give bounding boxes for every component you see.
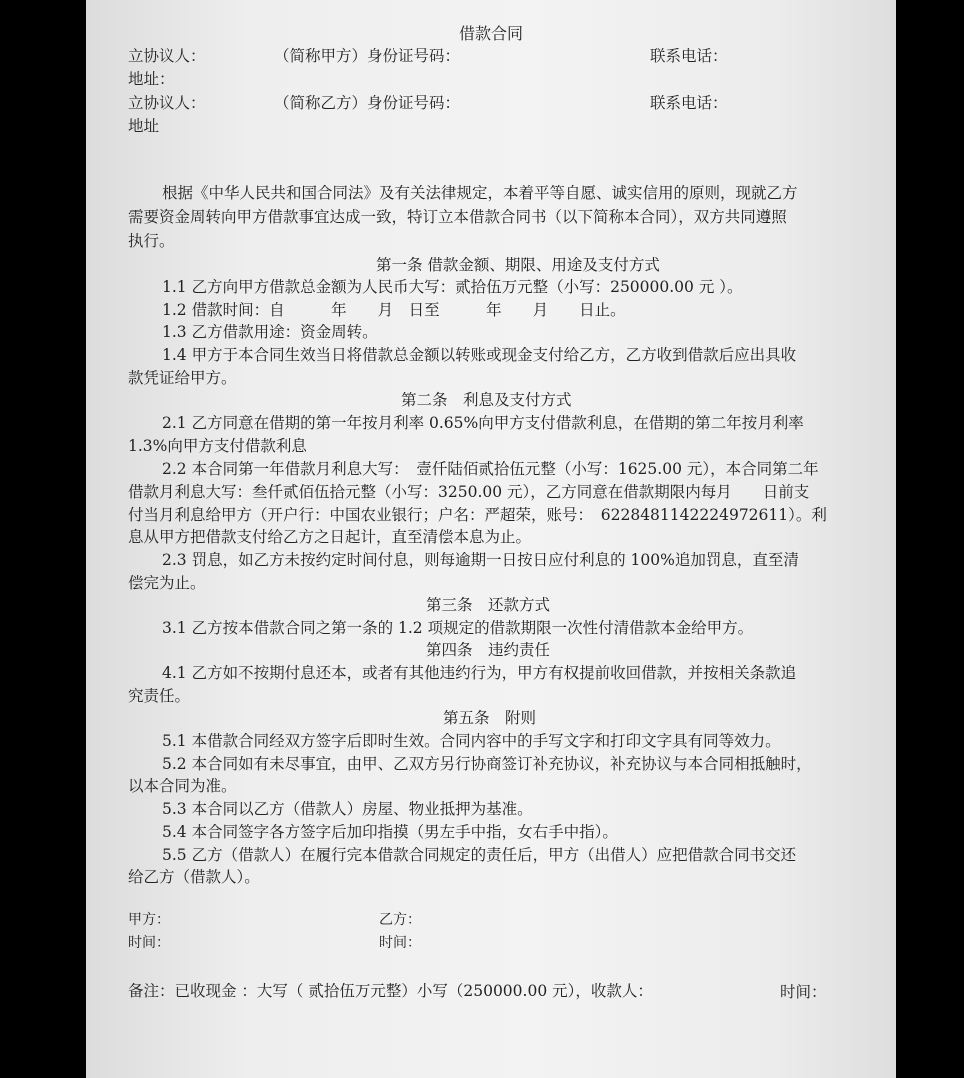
clause-2-2: 2.2 本合同第一年借款月利息大写： 壹仟陆佰贰拾伍元整（小写：1625.00 元），本合同第二年: [162, 460, 819, 478]
clause-5-5-cont: 给乙方（借款人）。: [128, 868, 260, 886]
article-3-heading: 第三条 还款方式: [426, 596, 551, 614]
clause-2-2-cont: 息从甲方把借款支付给乙方之日起计，直至清偿本息为止。: [128, 528, 532, 546]
article-1-heading: 第一条 借款金额、期限、用途及支付方式: [376, 256, 660, 274]
remark-line: 备注：已收现金 ：大写（ 贰拾伍万元整）小写（250000.00 元），收款人：: [128, 982, 653, 1000]
article-4-heading: 第四条 违约责任: [426, 641, 551, 659]
clause-2-3: 2.3 罚息，如乙方未按约定时间付息，则每逾期一日按日应付利息的 100%追加罚息，直至清: [162, 551, 799, 569]
clause-1-4: 1.4 甲方于本合同生效当日将借款总金额以转账或现金支付给乙方，乙方收到借款后应出具收: [162, 346, 797, 364]
party-b-sign-label: 乙方：: [379, 912, 421, 928]
document-title: 借款合同: [458, 24, 523, 43]
party-a-sign-label: 甲方：: [128, 912, 170, 928]
clause-2-3-cont: 偿完为止。: [128, 574, 206, 592]
article-2-heading: 第二条 利息及支付方式: [401, 391, 572, 409]
clause-4-1-cont: 究责任。: [128, 687, 191, 705]
clause-2-1-cont: 1.3%向甲方支付借款利息: [128, 437, 307, 455]
remark-time-label: 时间：: [780, 983, 827, 1001]
clause-4-1: 4.1 乙方如不按期付息还本，或者有其他违约行为，甲方有权提前收回借款，并按相关条款追: [162, 664, 797, 682]
clause-1-4-cont: 款凭证给甲方。: [128, 369, 237, 387]
party-b-phone-label: 联系电话：: [650, 94, 728, 112]
party-b-time-label: 时间：: [379, 935, 421, 951]
party-b-label: 立协议人：: [128, 94, 206, 112]
clause-1-1: 1.1 乙方向甲方借款总金额为人民币大写：贰拾伍万元整（小写：250000.00 元 ）。: [162, 278, 743, 296]
clause-3-1: 3.1 乙方按本借款合同之第一条的 1.2 项规定的借款期限一次性付清借款本金给甲方。: [162, 619, 754, 637]
party-a-id-label: （简称甲方）身份证号码：: [274, 47, 461, 65]
party-a-phone-label: 联系电话：: [650, 47, 728, 65]
article-5-heading: 第五条 附则: [443, 709, 537, 727]
clause-5-2-cont: 以本合同为准。: [128, 777, 237, 795]
clause-5-1: 5.1 本借款合同经双方签字后即时生效。合同内容中的手写文字和打印文字具有同等效力。: [162, 732, 781, 750]
clause-1-2: 1.2 借款时间：自 年 月 日至 年 月 日止。: [162, 301, 626, 319]
party-b-address-label: 地址: [128, 117, 160, 135]
clause-5-4: 5.4 本合同签字各方签字后加印指摸（男左手中指，女右手中指）。: [162, 823, 618, 841]
clause-5-2: 5.2 本合同如有未尽事宜，由甲、乙双方另行协商签订补充协议，补充协议与本合同相抵触时，: [162, 755, 812, 773]
party-a-address-label: 地址：: [128, 70, 175, 88]
clause-5-3: 5.3 本合同以乙方（借款人）房屋、物业抵押为基准。: [162, 800, 533, 818]
contract-page: [86, 0, 896, 1078]
clause-1-3: 1.3 乙方借款用途：资金周转。: [162, 323, 378, 341]
clause-2-1: 2.1 乙方同意在借期的第一年按月利率 0.65%向甲方支付借款利息，在借期的第二年按月利率: [162, 414, 804, 432]
preamble-line: 需要资金周转向甲方借款事宜达成一致，特订立本借款合同书（以下简称本合同），双方共同遵照: [128, 208, 787, 226]
party-a-label: 立协议人：: [128, 47, 206, 65]
clause-2-2-cont: 借款月利息大写：叁仟贰佰伍拾元整（小写：3250.00 元），乙方同意在借款期限内每月 日前支: [128, 483, 810, 501]
party-b-id-label: （简称乙方）身份证号码：: [274, 94, 461, 112]
party-a-time-label: 时间：: [128, 935, 170, 951]
preamble-line: 根据《中华人民共和国合同法》及有关法律规定，本着平等自愿、诚实信用的原则，现就乙方: [162, 184, 798, 202]
preamble-line: 执行。: [128, 232, 175, 250]
clause-5-5: 5.5 乙方（借款人）在履行完本借款合同规定的责任后，甲方（出借人）应把借款合同书交还: [162, 846, 797, 864]
clause-2-2-cont: 付当月利息给甲方（开户行：中国农业银行；户名：严超荣，账号： 6228481142224972611）。利: [128, 506, 827, 524]
